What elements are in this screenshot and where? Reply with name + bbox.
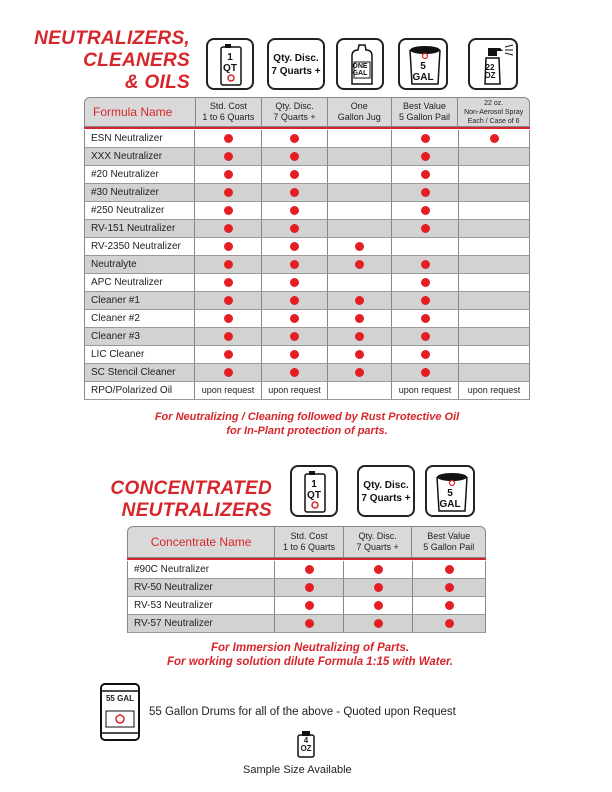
available-dot-icon <box>224 242 233 251</box>
available-dot-icon <box>305 601 314 610</box>
available-dot-icon <box>355 368 364 377</box>
table-row <box>84 382 530 400</box>
availability-cell <box>195 256 262 274</box>
icon-label: 5 <box>420 61 426 72</box>
table-row <box>127 561 486 579</box>
available-dot-icon <box>290 332 299 341</box>
available-dot-icon <box>224 314 233 323</box>
row-name: RV-53 Neutralizer <box>127 597 275 615</box>
availability-cell <box>392 202 459 220</box>
availability-cell <box>392 148 459 166</box>
icon-label: 1 <box>311 479 317 490</box>
row-name: RV-151 Neutralizer <box>84 220 195 238</box>
table-row <box>84 202 530 220</box>
availability-cell <box>195 328 262 346</box>
icon-label: Qty. Disc. <box>363 480 409 491</box>
table-row <box>84 184 530 202</box>
section2-title-line: CONCENTRATED <box>110 478 272 499</box>
row-name: #90C Neutralizer <box>127 561 275 579</box>
available-dot-icon <box>421 350 430 359</box>
empty-cell <box>459 364 530 382</box>
icon-label: Qty. Disc. <box>273 53 319 64</box>
available-dot-icon <box>421 170 430 179</box>
upon-request-text: upon request <box>201 385 255 395</box>
empty-cell <box>328 202 392 220</box>
sample-text: Sample Size Available <box>243 764 352 776</box>
icon-label: 22 <box>485 63 495 72</box>
availability-cell <box>262 328 328 346</box>
row-name: SC Stencil Cleaner <box>84 364 195 382</box>
available-dot-icon <box>421 278 430 287</box>
available-dot-icon <box>290 134 299 143</box>
available-dot-icon <box>290 350 299 359</box>
icon-label: 7 Quarts + <box>271 66 321 77</box>
row-name: #250 Neutralizer <box>84 202 195 220</box>
availability-cell <box>344 579 413 597</box>
available-dot-icon <box>421 134 430 143</box>
availability-cell <box>262 274 328 292</box>
availability-cell <box>262 148 328 166</box>
available-dot-icon <box>290 314 299 323</box>
column-header: 22 oz. Non-Aerosol Spray Each / Case of 6 <box>464 99 524 125</box>
availability-cell <box>262 220 328 238</box>
availability-cell <box>392 310 459 328</box>
table-row <box>84 292 530 310</box>
availability-cell <box>328 292 392 310</box>
icon-label: QT <box>307 490 321 501</box>
icon-label: GAL <box>352 70 368 77</box>
availability-cell <box>195 184 262 202</box>
available-dot-icon <box>355 332 364 341</box>
column-header: Qty. Disc. 7 Quarts + <box>344 527 413 557</box>
available-dot-icon <box>421 188 430 197</box>
five-gallon-pail-icon <box>398 38 448 90</box>
available-dot-icon <box>290 296 299 305</box>
table-row <box>84 238 530 256</box>
empty-cell <box>328 166 392 184</box>
availability-cell <box>195 382 262 400</box>
availability-cell <box>328 364 392 382</box>
section2-title-line: NEUTRALIZERS <box>121 500 272 521</box>
available-dot-icon <box>224 296 233 305</box>
available-dot-icon <box>224 332 233 341</box>
availability-cell <box>262 166 328 184</box>
availability-cell <box>262 202 328 220</box>
sample-label: OZ <box>300 744 312 753</box>
availability-cell <box>262 310 328 328</box>
row-name: RV-2350 Neutralizer <box>84 238 195 256</box>
row-name: LIC Cleaner <box>84 346 195 364</box>
table-row <box>84 166 530 184</box>
concentrate-name-header: Concentrate Name <box>150 534 252 549</box>
availability-cell <box>262 292 328 310</box>
availability-cell <box>262 382 328 400</box>
icon-label: GAL <box>439 499 461 510</box>
table-row <box>84 328 530 346</box>
availability-cell <box>392 292 459 310</box>
available-dot-icon <box>224 206 233 215</box>
available-dot-icon <box>445 565 454 574</box>
upon-request-text: upon request <box>268 385 321 395</box>
availability-cell <box>459 382 530 400</box>
availability-cell <box>392 130 459 148</box>
available-dot-icon <box>305 565 314 574</box>
column-header: Best Value 5 Gallon Pail <box>392 98 459 126</box>
table-row <box>127 597 486 615</box>
icon-label: OZ <box>484 71 496 80</box>
availability-cell <box>392 184 459 202</box>
empty-cell <box>459 166 530 184</box>
empty-cell <box>459 184 530 202</box>
qty-disc-icon <box>267 38 325 90</box>
availability-cell <box>392 166 459 184</box>
availability-cell <box>392 382 459 400</box>
available-dot-icon <box>224 170 233 179</box>
availability-cell <box>262 346 328 364</box>
drum-label: 55 GAL <box>105 694 134 703</box>
section1-title-line: NEUTRALIZERS, <box>34 28 190 49</box>
availability-cell <box>195 202 262 220</box>
availability-cell <box>344 615 413 633</box>
availability-cell <box>392 256 459 274</box>
sample-bottle-icon <box>294 730 318 758</box>
availability-cell <box>344 597 413 615</box>
drum-text: 55 Gallon Drums for all of the above - Quoted upon Request <box>149 706 456 718</box>
empty-cell <box>392 238 459 256</box>
row-name: RV-57 Neutralizer <box>127 615 275 633</box>
available-dot-icon <box>290 224 299 233</box>
table-row <box>84 364 530 382</box>
section2-title <box>60 478 272 522</box>
available-dot-icon <box>224 278 233 287</box>
qty-disc-icon <box>357 465 415 517</box>
concentrate-table-header <box>127 526 486 558</box>
empty-cell <box>459 346 530 364</box>
empty-cell <box>459 274 530 292</box>
available-dot-icon <box>421 224 430 233</box>
available-dot-icon <box>224 224 233 233</box>
available-dot-icon <box>445 601 454 610</box>
header-divider <box>127 558 486 560</box>
formula-table-header <box>84 97 530 127</box>
empty-cell <box>459 202 530 220</box>
table-row <box>84 130 530 148</box>
available-dot-icon <box>290 206 299 215</box>
available-dot-icon <box>224 134 233 143</box>
table-row <box>84 220 530 238</box>
availability-cell <box>262 364 328 382</box>
row-name: APC Neutralizer <box>84 274 195 292</box>
row-name: XXX Neutralizer <box>84 148 195 166</box>
row-name: Cleaner #1 <box>84 292 195 310</box>
availability-cell <box>392 364 459 382</box>
spray-bottle-icon <box>468 38 518 90</box>
available-dot-icon <box>290 152 299 161</box>
availability-cell <box>413 597 486 615</box>
availability-cell <box>262 256 328 274</box>
availability-cell <box>275 615 344 633</box>
row-name: #20 Neutralizer <box>84 166 195 184</box>
availability-cell <box>195 220 262 238</box>
available-dot-icon <box>224 368 233 377</box>
icon-label: GAL <box>412 72 434 83</box>
available-dot-icon <box>290 278 299 287</box>
available-dot-icon <box>355 260 364 269</box>
quart-can-icon <box>290 465 338 517</box>
icon-label: ONE <box>352 63 368 70</box>
concentrate-table <box>127 561 486 633</box>
availability-cell <box>195 310 262 328</box>
available-dot-icon <box>421 260 430 269</box>
available-dot-icon <box>445 583 454 592</box>
available-dot-icon <box>355 314 364 323</box>
availability-cell <box>392 328 459 346</box>
gallon-jug-icon <box>336 38 384 90</box>
availability-cell <box>328 256 392 274</box>
empty-cell <box>328 148 392 166</box>
availability-cell <box>195 130 262 148</box>
available-dot-icon <box>290 242 299 251</box>
formula-name-header: Formula Name <box>93 104 173 119</box>
availability-cell <box>195 364 262 382</box>
drum-icon <box>100 683 140 741</box>
section1-title <box>20 28 190 94</box>
column-header: Best Value 5 Gallon Pail <box>423 531 475 552</box>
quart-can-icon <box>206 38 254 90</box>
available-dot-icon <box>224 350 233 359</box>
icon-label: 5 <box>447 488 453 499</box>
formula-table <box>84 130 530 400</box>
available-dot-icon <box>355 242 364 251</box>
table-row <box>84 274 530 292</box>
availability-cell <box>195 292 262 310</box>
availability-cell <box>328 238 392 256</box>
available-dot-icon <box>290 260 299 269</box>
empty-cell <box>459 148 530 166</box>
row-name: RPO/Polarized Oil <box>84 382 195 400</box>
row-name: Cleaner #3 <box>84 328 195 346</box>
upon-request-text: upon request <box>398 385 452 395</box>
empty-cell <box>459 310 530 328</box>
section1-title-line: & OILS <box>124 72 190 93</box>
availability-cell <box>262 184 328 202</box>
available-dot-icon <box>421 332 430 341</box>
row-name: RV-50 Neutralizer <box>127 579 275 597</box>
section1-note: For Neutralizing / Cleaning followed by Rust Protective Oil for In-Plant protection of parts. <box>154 411 460 437</box>
available-dot-icon <box>374 565 383 574</box>
table-row <box>84 310 530 328</box>
column-header: Qty. Disc. 7 Quarts + <box>262 98 328 126</box>
available-dot-icon <box>421 206 430 215</box>
available-dot-icon <box>305 583 314 592</box>
table-row <box>84 346 530 364</box>
available-dot-icon <box>445 619 454 628</box>
row-name: ESN Neutralizer <box>84 130 195 148</box>
available-dot-icon <box>421 152 430 161</box>
availability-cell <box>328 328 392 346</box>
header-divider <box>84 127 530 129</box>
available-dot-icon <box>374 583 383 592</box>
availability-cell <box>344 561 413 579</box>
row-name: Neutralyte <box>84 256 195 274</box>
empty-cell <box>328 382 392 400</box>
availability-cell <box>262 238 328 256</box>
column-header: Std. Cost 1 to 6 Quarts <box>275 527 344 557</box>
availability-cell <box>413 561 486 579</box>
icon-label: 7 Quarts + <box>361 493 411 504</box>
availability-cell <box>328 310 392 328</box>
available-dot-icon <box>355 350 364 359</box>
available-dot-icon <box>421 314 430 323</box>
availability-cell <box>413 615 486 633</box>
available-dot-icon <box>374 619 383 628</box>
availability-cell <box>275 579 344 597</box>
availability-cell <box>459 130 530 148</box>
available-dot-icon <box>374 601 383 610</box>
availability-cell <box>275 561 344 579</box>
available-dot-icon <box>224 260 233 269</box>
availability-cell <box>195 238 262 256</box>
empty-cell <box>328 130 392 148</box>
row-name: #30 Neutralizer <box>84 184 195 202</box>
empty-cell <box>328 274 392 292</box>
availability-cell <box>262 130 328 148</box>
sample-label: 4 <box>303 736 309 745</box>
section2-note: For Immersion Neutralizing of Parts. For working solution dilute Formula 1:15 with Water. <box>166 642 454 668</box>
column-header: One Gallon Jug <box>328 98 392 126</box>
availability-cell <box>413 579 486 597</box>
available-dot-icon <box>290 368 299 377</box>
table-row <box>127 579 486 597</box>
upon-request-text: upon request <box>467 385 521 395</box>
table-row <box>84 148 530 166</box>
availability-cell <box>275 597 344 615</box>
icon-label: 1 <box>227 52 233 63</box>
available-dot-icon <box>421 296 430 305</box>
empty-cell <box>328 184 392 202</box>
availability-cell <box>195 166 262 184</box>
availability-cell <box>195 148 262 166</box>
availability-cell <box>328 346 392 364</box>
table-row <box>84 256 530 274</box>
available-dot-icon <box>305 619 314 628</box>
availability-cell <box>392 346 459 364</box>
table-row <box>127 615 486 633</box>
available-dot-icon <box>355 296 364 305</box>
empty-cell <box>328 220 392 238</box>
column-header: Std. Cost 1 to 6 Quarts <box>196 98 263 126</box>
empty-cell <box>459 292 530 310</box>
icon-label: QT <box>223 63 237 74</box>
empty-cell <box>459 256 530 274</box>
available-dot-icon <box>290 170 299 179</box>
five-gallon-pail-icon <box>425 465 475 517</box>
available-dot-icon <box>421 368 430 377</box>
availability-cell <box>195 346 262 364</box>
availability-cell <box>195 274 262 292</box>
available-dot-icon <box>224 188 233 197</box>
availability-cell <box>392 220 459 238</box>
availability-cell <box>392 274 459 292</box>
section1-title-line: CLEANERS <box>83 50 190 71</box>
available-dot-icon <box>490 134 499 143</box>
available-dot-icon <box>224 152 233 161</box>
empty-cell <box>459 238 530 256</box>
empty-cell <box>459 328 530 346</box>
row-name: Cleaner #2 <box>84 310 195 328</box>
empty-cell <box>459 220 530 238</box>
available-dot-icon <box>290 188 299 197</box>
